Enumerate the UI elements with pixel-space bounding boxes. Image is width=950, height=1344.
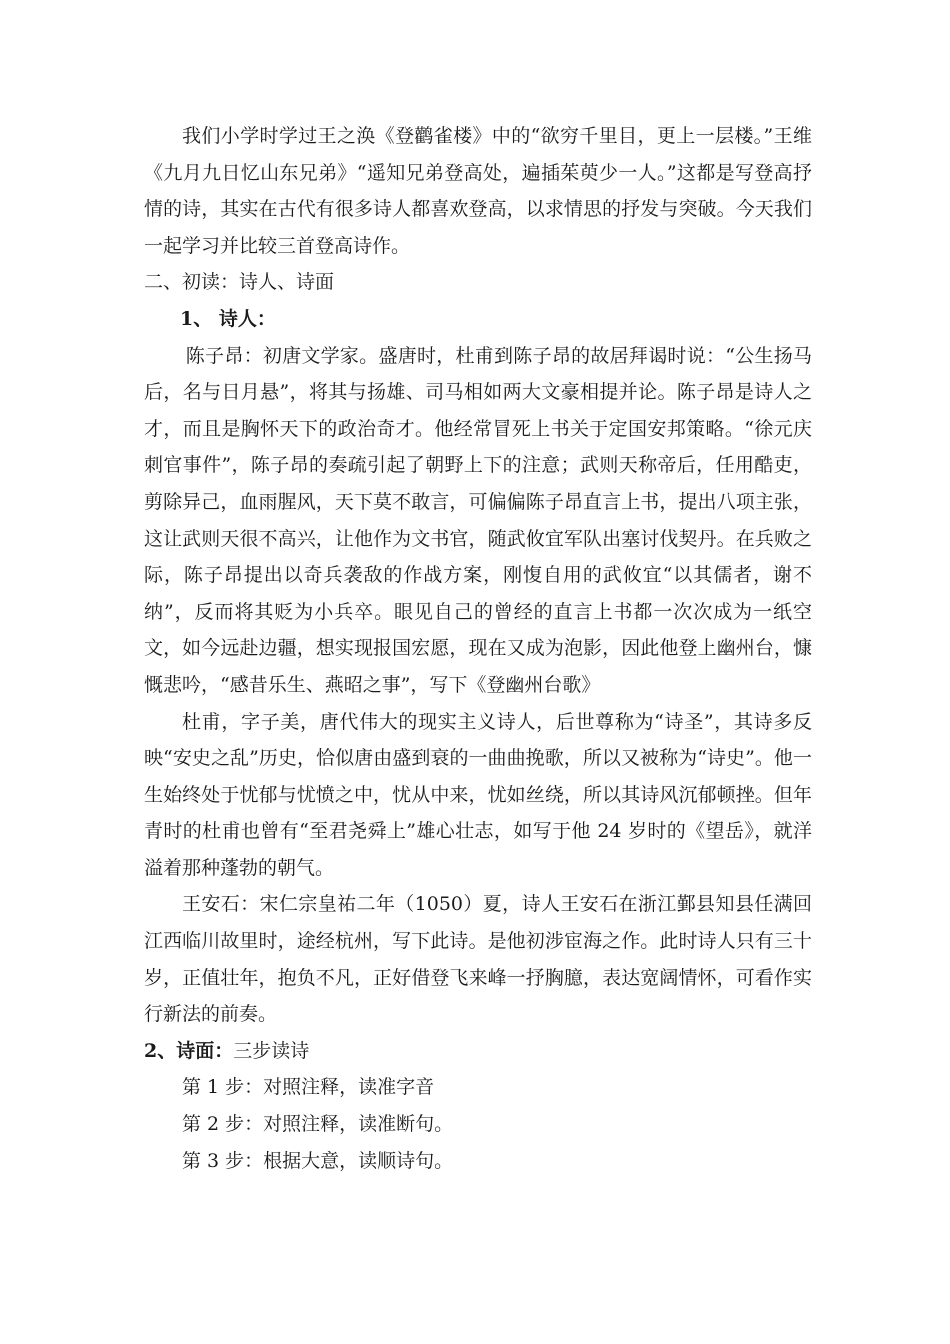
section-heading-first-reading: 二、初读：诗人、诗面 (144, 271, 335, 294)
intro-paragraph: 我们小学时学过王之涣《登鹳雀楼》中的“欲穷千里目，更上一层楼。”王维《九月九日忆山东兄弟》“遥知兄弟登高处，遍插茱萸少一人。”这都是写登高抒情的诗，其实在古代有很多诗人都喜欢登高，以求情思的抒发与突破。今天我们一起学习并比较三首登高诗作。 (144, 125, 812, 257)
chen-ziang-paragraph: 陈子昂：初唐文学家。盛唐时，杜甫到陈子昂的故居拜谒时说：“公生扬马后，名与日月悬”，将其与扬雄、司马相如两大文豪相提并论。陈子昂是诗人之才，而且是胸怀天下的政治奇才。他经常冒死上书关于定国安邦策略。“徐元庆刺官事件”，陈子昂的奏疏引起了朝野上下的注意；武则天称帝后，任用酷吏，剪除异己，血雨腥风，天下莫不敢言，可偏偏陈子昂直言上书，提出八项主张，这让武则天很不高兴，让他作为文书官，随武攸宜军队出塞讨伐契丹。在兵败之际，陈子昂提出以奇兵袭敌的作战方案，刚愎自用的武攸宜“以其儒者，谢不纳”，反而将其贬为小兵卒。眼见自己的曾经的直言上书都一次次成为一纸空文，如今远赴边疆，想实现报国宏愿，现在又成为泡影，因此他登上幽州台，慷慨悲吟，“感昔乐生、燕昭之事”，写下《登幽州台歌》 (144, 344, 812, 696)
poem-heading (144, 1033, 812, 1070)
reading-step-2: 第 2 步：对照注释，读准断句。 (182, 1113, 454, 1136)
reading-step-1: 第 1 步：对照注释，读准字音 (182, 1076, 435, 1099)
poem-heading-label: 2、诗面： (144, 1039, 234, 1062)
du-fu-paragraph: 杜甫，字子美，唐代伟大的现实主义诗人，后世尊称为“诗圣”，其诗多反映“安史之乱”历史，恰似唐由盛到衰的一曲曲挽歌，所以又被称为“诗史”。他一生始终处于忧郁与忧愤之中，忧从中来，忧如丝绕，所以其诗风沉郁顿挫。但年青时的杜甫也曾有“至君尧舜上”雄心壮志，如写于他 24 岁时的《望岳》，就洋溢着那种蓬勃的朝气。 (144, 710, 812, 879)
document-body (144, 118, 812, 1179)
poets-heading: 1、 诗人： (180, 307, 276, 330)
reading-step-3: 第 3 步：根据大意，读顺诗句。 (182, 1149, 454, 1172)
wang-anshi-paragraph: 王安石：宋仁宗皇祐二年（1050）夏，诗人王安石在浙江鄞县知县任满回江西临川故里时，途经杭州，写下此诗。是他初涉宦海之作。此时诗人只有三十岁，正值壮年，抱负不凡，正好借登飞来峰一抒胸臆，表达宽阔情怀，可看作实行新法的前奏。 (144, 893, 812, 1026)
poem-heading-text: 三步读诗 (233, 1039, 310, 1062)
